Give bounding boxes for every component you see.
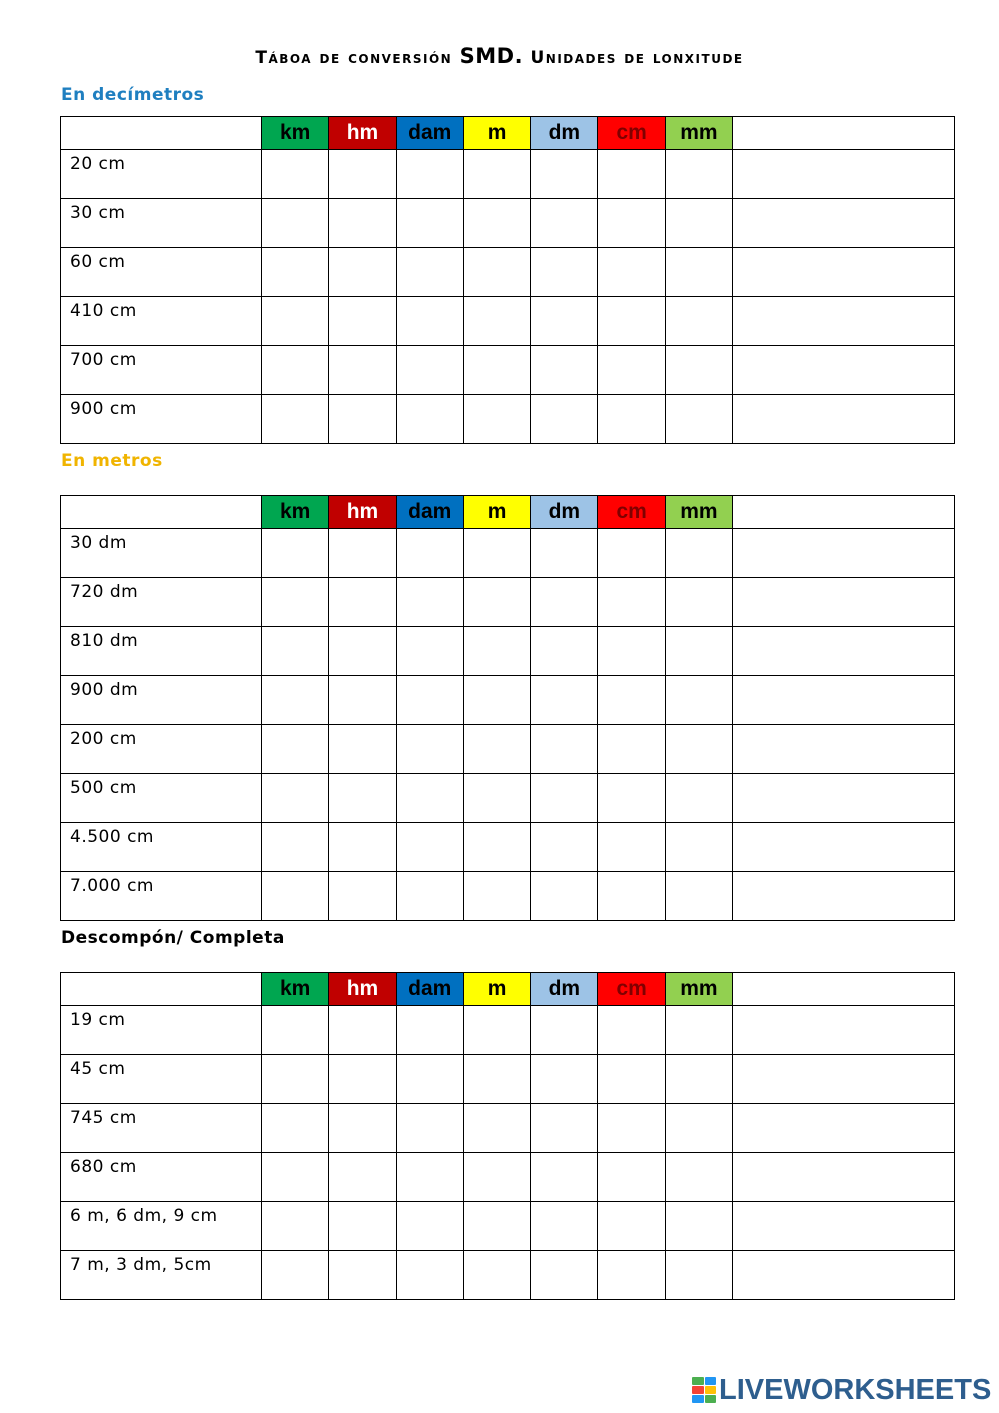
answer-cell-km[interactable] [262, 627, 329, 676]
answer-cell-dm[interactable] [531, 248, 598, 297]
answer-cell-dm[interactable] [531, 1055, 598, 1104]
answer-cell-km[interactable] [262, 676, 329, 725]
answer-cell-result[interactable] [733, 1202, 955, 1251]
answer-cell-m[interactable] [463, 248, 530, 297]
row-label-cell [61, 1251, 262, 1300]
table-row [61, 1104, 955, 1153]
answer-cell-result[interactable] [733, 1153, 955, 1202]
conversion-table-descompon [60, 972, 955, 1300]
answer-cell-hm[interactable] [329, 199, 396, 248]
answer-cell-m[interactable] [463, 1251, 530, 1300]
answer-cell-mm[interactable] [665, 774, 732, 823]
answer-cell-hm[interactable] [329, 395, 396, 444]
answer-cell-dam[interactable] [396, 774, 463, 823]
answer-cell-result[interactable] [733, 1104, 955, 1153]
unit-header-dm: dm [531, 496, 598, 529]
answer-cell-km[interactable] [262, 725, 329, 774]
row-label-cell [61, 872, 262, 921]
row-label: 810 dm [70, 631, 139, 651]
answer-cell-mm[interactable] [665, 150, 732, 199]
row-label: 30 dm [70, 533, 127, 553]
answer-cell-cm[interactable] [598, 150, 665, 199]
table-row [61, 1006, 955, 1055]
answer-cell-mm[interactable] [665, 1055, 732, 1104]
answer-cell-m[interactable] [463, 395, 530, 444]
unit-header-dam: dam [396, 117, 463, 150]
answer-cell-cm[interactable] [598, 1104, 665, 1153]
table-row [61, 1251, 955, 1300]
answer-cell-m[interactable] [463, 199, 530, 248]
answer-cell-result[interactable] [733, 578, 955, 627]
unit-header-km: km [262, 117, 329, 150]
answer-cell-dam[interactable] [396, 578, 463, 627]
table-row [61, 529, 955, 578]
answer-cell-result[interactable] [733, 725, 955, 774]
row-label: 900 cm [70, 399, 137, 419]
header-blank-cell [61, 496, 262, 529]
table-row [61, 248, 955, 297]
table-row [61, 774, 955, 823]
row-label-cell [61, 248, 262, 297]
answer-cell-dm[interactable] [531, 578, 598, 627]
answer-cell-dam[interactable] [396, 248, 463, 297]
answer-cell-km[interactable] [262, 578, 329, 627]
row-label-cell [61, 725, 262, 774]
answer-cell-result[interactable] [733, 346, 955, 395]
answer-cell-dm[interactable] [531, 150, 598, 199]
answer-cell-dm[interactable] [531, 199, 598, 248]
page-title [0, 44, 999, 68]
row-label: 900 dm [70, 680, 139, 700]
unit-header-row [61, 496, 955, 529]
answer-cell-cm[interactable] [598, 199, 665, 248]
liveworksheets-brand: LIVEWORKSHEETS [719, 1373, 992, 1406]
answer-cell-cm[interactable] [598, 248, 665, 297]
answer-cell-m[interactable] [463, 1153, 530, 1202]
answer-cell-dm[interactable] [531, 676, 598, 725]
table-row [61, 395, 955, 444]
answer-cell-hm[interactable] [329, 578, 396, 627]
answer-cell-result[interactable] [733, 1251, 955, 1300]
answer-cell-mm[interactable] [665, 1006, 732, 1055]
row-label: 4.500 cm [70, 827, 154, 847]
answer-cell-cm[interactable] [598, 872, 665, 921]
table-row [61, 199, 955, 248]
answer-cell-m[interactable] [463, 529, 530, 578]
answer-cell-mm[interactable] [665, 1153, 732, 1202]
unit-header-km: km [262, 496, 329, 529]
answer-cell-m[interactable] [463, 676, 530, 725]
answer-cell-km[interactable] [262, 774, 329, 823]
answer-cell-dm[interactable] [531, 1104, 598, 1153]
answer-cell-km[interactable] [262, 1251, 329, 1300]
table-row [61, 150, 955, 199]
row-label-cell [61, 1104, 262, 1153]
answer-cell-mm[interactable] [665, 297, 732, 346]
answer-cell-m[interactable] [463, 297, 530, 346]
answer-cell-mm[interactable] [665, 395, 732, 444]
header-extra-cell [733, 496, 955, 529]
answer-cell-cm[interactable] [598, 1055, 665, 1104]
answer-cell-km[interactable] [262, 872, 329, 921]
answer-cell-hm[interactable] [329, 774, 396, 823]
answer-cell-m[interactable] [463, 774, 530, 823]
answer-cell-km[interactable] [262, 346, 329, 395]
answer-cell-dam[interactable] [396, 199, 463, 248]
table-row [61, 1202, 955, 1251]
row-label-cell [61, 1202, 262, 1251]
answer-cell-km[interactable] [262, 395, 329, 444]
unit-header-cm: cm [598, 496, 665, 529]
row-label-cell [61, 395, 262, 444]
unit-header-row [61, 973, 955, 1006]
table-row [61, 346, 955, 395]
answer-cell-mm[interactable] [665, 1251, 732, 1300]
row-label-cell [61, 578, 262, 627]
header-extra-cell [733, 117, 955, 150]
row-label-cell [61, 1006, 262, 1055]
answer-cell-hm[interactable] [329, 627, 396, 676]
answer-cell-result[interactable] [733, 199, 955, 248]
section-heading-decimetros: En decímetros [61, 85, 205, 105]
answer-cell-mm[interactable] [665, 627, 732, 676]
table-row [61, 823, 955, 872]
answer-cell-dm[interactable] [531, 627, 598, 676]
answer-cell-dam[interactable] [396, 725, 463, 774]
row-label: 745 cm [70, 1108, 137, 1128]
answer-cell-mm[interactable] [665, 578, 732, 627]
answer-cell-mm[interactable] [665, 823, 732, 872]
answer-cell-m[interactable] [463, 1202, 530, 1251]
answer-cell-km[interactable] [262, 297, 329, 346]
answer-cell-cm[interactable] [598, 297, 665, 346]
answer-cell-mm[interactable] [665, 199, 732, 248]
title-emphasis: SMD. [459, 44, 524, 68]
answer-cell-mm[interactable] [665, 872, 732, 921]
answer-cell-result[interactable] [733, 1055, 955, 1104]
row-label: 20 cm [70, 154, 126, 174]
unit-header-cm: cm [598, 973, 665, 1006]
conversion-table-decimetros [60, 116, 955, 444]
row-label: 720 dm [70, 582, 139, 602]
row-label-cell [61, 676, 262, 725]
liveworksheets-logo-icon [692, 1377, 716, 1403]
row-label: 45 cm [70, 1059, 126, 1079]
unit-header-mm: mm [665, 117, 732, 150]
answer-cell-dm[interactable] [531, 1202, 598, 1251]
answer-cell-dm[interactable] [531, 529, 598, 578]
row-label-cell [61, 774, 262, 823]
answer-cell-hm[interactable] [329, 346, 396, 395]
row-label: 60 cm [70, 252, 126, 272]
answer-cell-result[interactable] [733, 872, 955, 921]
answer-cell-dam[interactable] [396, 297, 463, 346]
table-row [61, 297, 955, 346]
table-row [61, 872, 955, 921]
row-label-cell [61, 346, 262, 395]
row-label: 19 cm [70, 1010, 126, 1030]
section-heading-metros: En metros [61, 451, 163, 471]
answer-cell-km[interactable] [262, 1104, 329, 1153]
answer-cell-km[interactable] [262, 248, 329, 297]
unit-header-dam: dam [396, 496, 463, 529]
answer-cell-mm[interactable] [665, 346, 732, 395]
answer-cell-hm[interactable] [329, 823, 396, 872]
table-row [61, 627, 955, 676]
answer-cell-mm[interactable] [665, 725, 732, 774]
answer-cell-dam[interactable] [396, 1251, 463, 1300]
row-label: 680 cm [70, 1157, 137, 1177]
answer-cell-dm[interactable] [531, 297, 598, 346]
table-row [61, 1153, 955, 1202]
unit-header-cm: cm [598, 117, 665, 150]
answer-cell-cm[interactable] [598, 627, 665, 676]
unit-header-m: m [463, 496, 530, 529]
table-row [61, 578, 955, 627]
answer-cell-result[interactable] [733, 1006, 955, 1055]
unit-header-dm: dm [531, 973, 598, 1006]
answer-cell-m[interactable] [463, 627, 530, 676]
answer-cell-mm[interactable] [665, 248, 732, 297]
answer-cell-dam[interactable] [396, 676, 463, 725]
answer-cell-result[interactable] [733, 297, 955, 346]
answer-cell-hm[interactable] [329, 1251, 396, 1300]
row-label-cell [61, 150, 262, 199]
unit-header-hm: hm [329, 496, 396, 529]
unit-header-km: km [262, 973, 329, 1006]
unit-header-dam: dam [396, 973, 463, 1006]
answer-cell-dam[interactable] [396, 150, 463, 199]
answer-cell-cm[interactable] [598, 395, 665, 444]
answer-cell-m[interactable] [463, 1055, 530, 1104]
header-blank-cell [61, 117, 262, 150]
answer-cell-hm[interactable] [329, 725, 396, 774]
answer-cell-cm[interactable] [598, 578, 665, 627]
answer-cell-hm[interactable] [329, 1202, 396, 1251]
header-extra-cell [733, 973, 955, 1006]
answer-cell-hm[interactable] [329, 1006, 396, 1055]
answer-cell-result[interactable] [733, 774, 955, 823]
answer-cell-m[interactable] [463, 725, 530, 774]
answer-cell-m[interactable] [463, 150, 530, 199]
answer-cell-dm[interactable] [531, 1153, 598, 1202]
answer-cell-dam[interactable] [396, 872, 463, 921]
answer-cell-m[interactable] [463, 872, 530, 921]
answer-cell-dam[interactable] [396, 1153, 463, 1202]
answer-cell-dm[interactable] [531, 774, 598, 823]
row-label-cell [61, 627, 262, 676]
section-heading-descompon: Descompón/ Completa [61, 928, 285, 948]
answer-cell-km[interactable] [262, 199, 329, 248]
answer-cell-dam[interactable] [396, 529, 463, 578]
answer-cell-dam[interactable] [396, 346, 463, 395]
row-label-cell [61, 529, 262, 578]
row-label: 700 cm [70, 350, 137, 370]
answer-cell-result[interactable] [733, 395, 955, 444]
table-row [61, 725, 955, 774]
answer-cell-dm[interactable] [531, 1006, 598, 1055]
answer-cell-dm[interactable] [531, 872, 598, 921]
row-label-cell [61, 823, 262, 872]
table-row [61, 1055, 955, 1104]
answer-cell-hm[interactable] [329, 1153, 396, 1202]
answer-cell-cm[interactable] [598, 1202, 665, 1251]
answer-cell-cm[interactable] [598, 676, 665, 725]
answer-cell-cm[interactable] [598, 725, 665, 774]
answer-cell-mm[interactable] [665, 676, 732, 725]
unit-header-m: m [463, 117, 530, 150]
answer-cell-dm[interactable] [531, 823, 598, 872]
answer-cell-mm[interactable] [665, 1104, 732, 1153]
answer-cell-km[interactable] [262, 150, 329, 199]
answer-cell-m[interactable] [463, 346, 530, 395]
row-label-cell [61, 1055, 262, 1104]
answer-cell-cm[interactable] [598, 823, 665, 872]
row-label: 7.000 cm [70, 876, 154, 896]
answer-cell-dam[interactable] [396, 823, 463, 872]
row-label: 7 m, 3 dm, 5cm [70, 1255, 212, 1275]
answer-cell-km[interactable] [262, 1055, 329, 1104]
row-label: 30 cm [70, 203, 126, 223]
answer-cell-km[interactable] [262, 823, 329, 872]
answer-cell-hm[interactable] [329, 872, 396, 921]
row-label-cell [61, 199, 262, 248]
answer-cell-hm[interactable] [329, 150, 396, 199]
answer-cell-result[interactable] [733, 823, 955, 872]
answer-cell-cm[interactable] [598, 774, 665, 823]
answer-cell-result[interactable] [733, 150, 955, 199]
answer-cell-mm[interactable] [665, 1202, 732, 1251]
answer-cell-cm[interactable] [598, 1006, 665, 1055]
table-row [61, 676, 955, 725]
row-label-cell [61, 297, 262, 346]
row-label: 500 cm [70, 778, 137, 798]
answer-cell-dm[interactable] [531, 346, 598, 395]
answer-cell-dam[interactable] [396, 627, 463, 676]
answer-cell-m[interactable] [463, 1006, 530, 1055]
answer-cell-cm[interactable] [598, 529, 665, 578]
answer-cell-hm[interactable] [329, 529, 396, 578]
unit-header-row [61, 117, 955, 150]
answer-cell-result[interactable] [733, 529, 955, 578]
answer-cell-dam[interactable] [396, 1202, 463, 1251]
answer-cell-km[interactable] [262, 1202, 329, 1251]
row-label: 410 cm [70, 301, 137, 321]
unit-header-mm: mm [665, 973, 732, 1006]
unit-header-m: m [463, 973, 530, 1006]
answer-cell-cm[interactable] [598, 1153, 665, 1202]
answer-cell-dam[interactable] [396, 1006, 463, 1055]
row-label-cell [61, 1153, 262, 1202]
unit-header-hm: hm [329, 117, 396, 150]
answer-cell-result[interactable] [733, 248, 955, 297]
answer-cell-result[interactable] [733, 627, 955, 676]
answer-cell-cm[interactable] [598, 346, 665, 395]
unit-header-hm: hm [329, 973, 396, 1006]
answer-cell-dam[interactable] [396, 1104, 463, 1153]
answer-cell-dm[interactable] [531, 395, 598, 444]
answer-cell-hm[interactable] [329, 676, 396, 725]
answer-cell-m[interactable] [463, 1104, 530, 1153]
title-prefix: Táboa de conversión [255, 48, 460, 68]
answer-cell-mm[interactable] [665, 529, 732, 578]
answer-cell-hm[interactable] [329, 297, 396, 346]
answer-cell-hm[interactable] [329, 1055, 396, 1104]
answer-cell-cm[interactable] [598, 1251, 665, 1300]
answer-cell-hm[interactable] [329, 248, 396, 297]
answer-cell-dm[interactable] [531, 725, 598, 774]
answer-cell-hm[interactable] [329, 1104, 396, 1153]
answer-cell-km[interactable] [262, 1006, 329, 1055]
answer-cell-m[interactable] [463, 578, 530, 627]
liveworksheets-logo [692, 1373, 991, 1407]
unit-header-mm: mm [665, 496, 732, 529]
title-suffix: Unidades de lonxitude [523, 48, 744, 68]
answer-cell-dm[interactable] [531, 1251, 598, 1300]
answer-cell-km[interactable] [262, 1153, 329, 1202]
answer-cell-dam[interactable] [396, 1055, 463, 1104]
answer-cell-km[interactable] [262, 529, 329, 578]
unit-header-dm: dm [531, 117, 598, 150]
header-blank-cell [61, 973, 262, 1006]
row-label: 6 m, 6 dm, 9 cm [70, 1206, 218, 1226]
row-label: 200 cm [70, 729, 137, 749]
answer-cell-m[interactable] [463, 823, 530, 872]
answer-cell-dam[interactable] [396, 395, 463, 444]
answer-cell-result[interactable] [733, 676, 955, 725]
conversion-table-metros [60, 495, 955, 921]
